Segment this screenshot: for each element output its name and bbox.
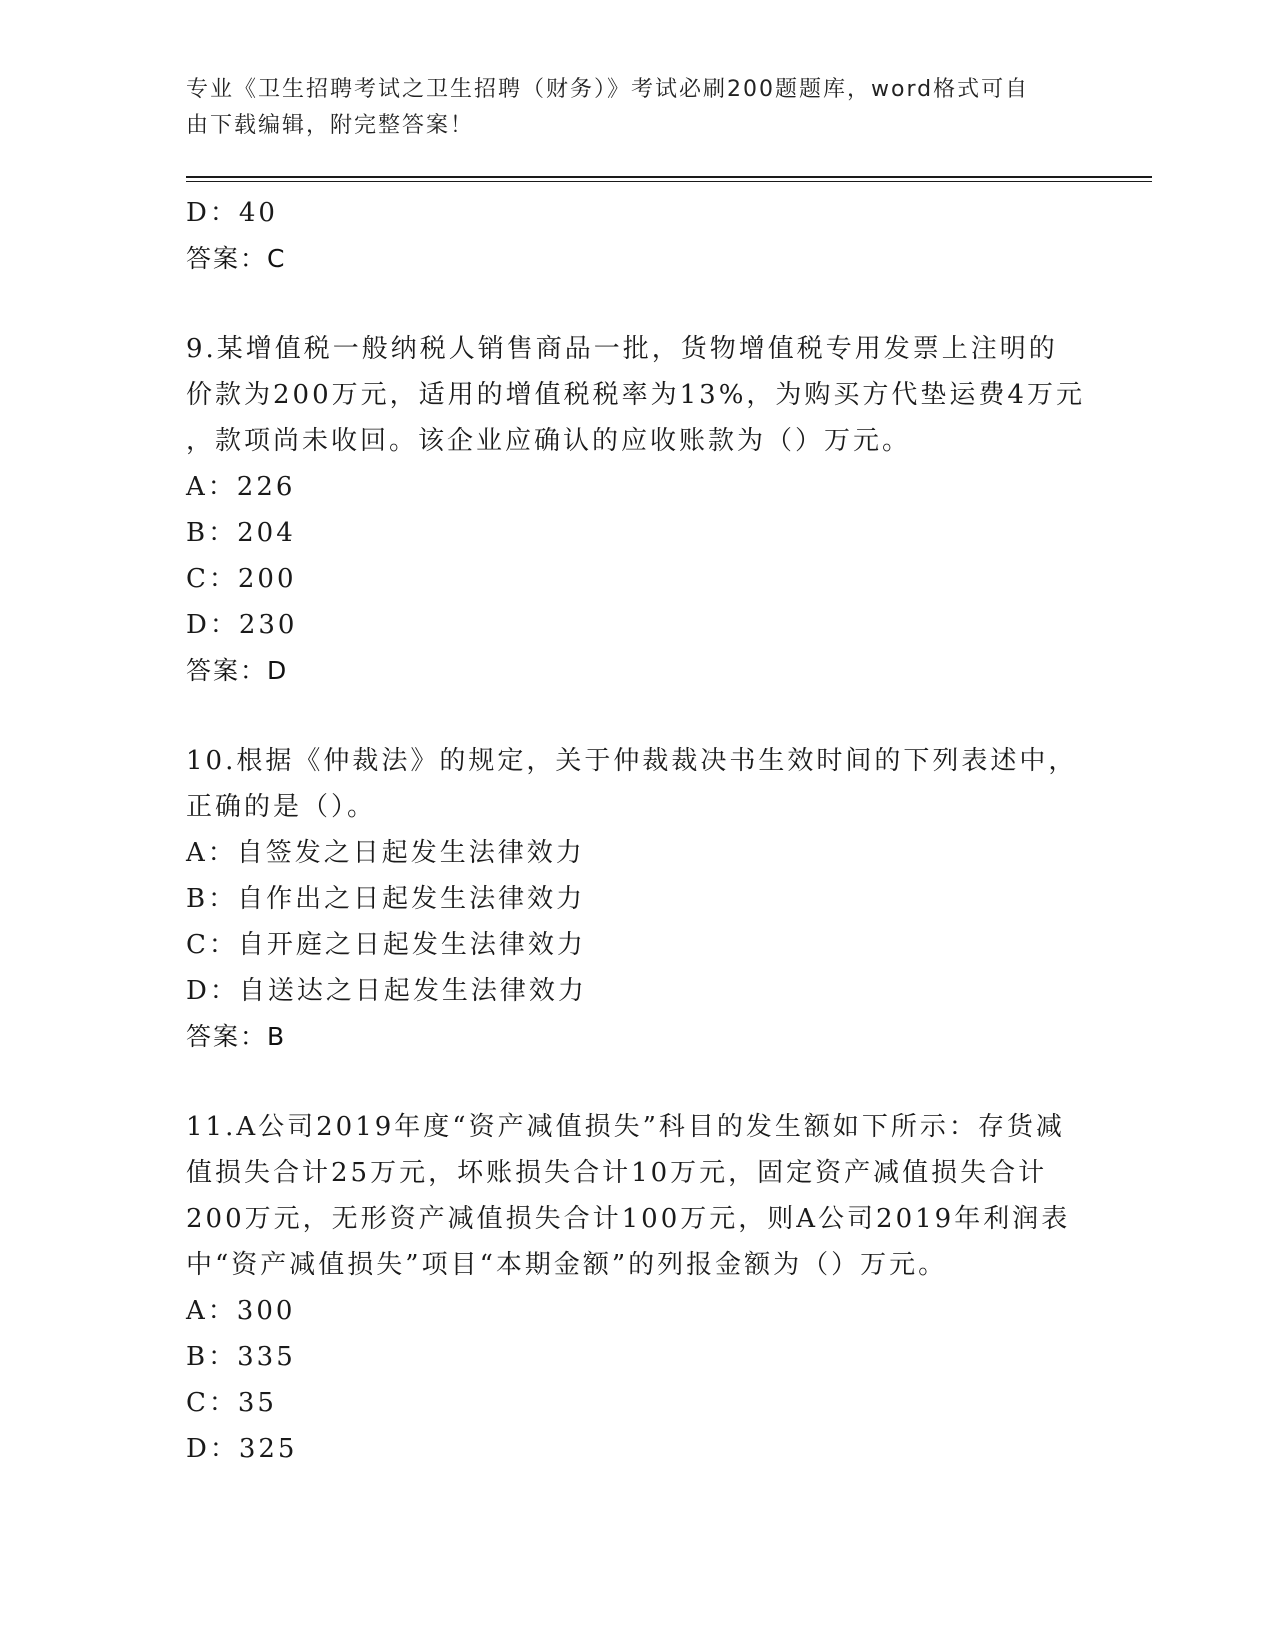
option-c: C：35 [186, 1388, 277, 1418]
answer: 答案：D [186, 656, 289, 685]
prev-answer: 答案：C [186, 244, 287, 273]
spacer [186, 694, 1086, 738]
option-b: B：204 [186, 518, 296, 548]
option-d: D：325 [186, 1434, 298, 1464]
header-rule-thick [186, 176, 1152, 178]
question-stem-line: 10.根据《仲裁法》的规定，关于仲裁裁决书生效时间的下列表述中， [186, 746, 1078, 776]
option-d: D：230 [186, 610, 298, 640]
question-stem-line: ，款项尚未收回。该企业应确认的应收账款为（）万元。 [186, 426, 912, 456]
question-9 [186, 326, 1086, 694]
answer: 答案：B [186, 1022, 287, 1051]
question-stem-line: 200万元，无形资产减值损失合计100万元，则A公司2019年利润表 [186, 1204, 1071, 1234]
prev-option-d: D：40 [186, 198, 278, 228]
option-d: D：自送达之日起发生法律效力 [186, 976, 587, 1006]
question-stem-line: 正确的是（）。 [186, 792, 377, 822]
option-a: A：226 [186, 472, 296, 502]
spacer [186, 282, 1086, 326]
question-stem-line: 11.A公司2019年度“资产减值损失”科目的发生额如下所示：存货减 [186, 1112, 1065, 1142]
option-c: C：自开庭之日起发生法律效力 [186, 930, 586, 960]
document-header [186, 72, 1066, 144]
header-line-2: 由下载编辑，附完整答案！ [186, 113, 475, 138]
header-line-1: 专业《卫生招聘考试之卫生招聘（财务）》考试必刷200题题库，word格式可自 [186, 77, 1030, 102]
spacer [186, 1060, 1086, 1104]
option-b: B：335 [186, 1342, 296, 1372]
option-c: C：200 [186, 564, 297, 594]
question-stem-line: 值损失合计25万元，坏账损失合计10万元，固定资产减值损失合计 [186, 1158, 1048, 1188]
question-stem-line: 中“资产减值损失”项目“本期金额”的列报金额为（）万元。 [186, 1250, 948, 1280]
question-list [186, 190, 1086, 1472]
question-stem-line: 价款为200万元，适用的增值税税率为13%，为购买方代垫运费4万元 [186, 380, 1085, 410]
option-b: B：自作出之日起发生法律效力 [186, 884, 586, 914]
option-a: A：300 [186, 1296, 296, 1326]
question-stem-line: 9.某增值税一般纳税人销售商品一批，货物增值税专用发票上注明的 [186, 334, 1058, 364]
option-a: A：自签发之日起发生法律效力 [186, 838, 585, 868]
header-rule-thin [186, 181, 1152, 182]
question-10 [186, 738, 1086, 1060]
question-11 [186, 1104, 1086, 1472]
